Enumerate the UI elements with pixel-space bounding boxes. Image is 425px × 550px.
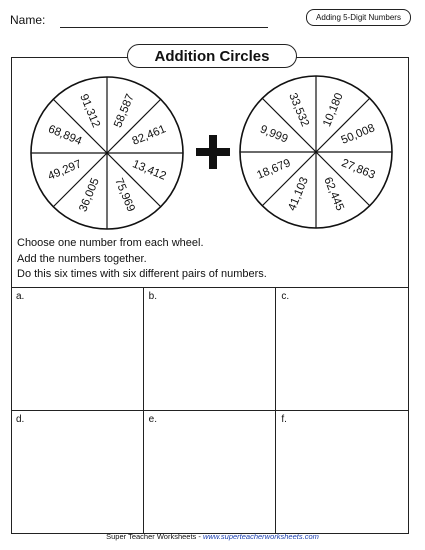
instructions bbox=[17, 236, 267, 283]
wheel-number: 27,863 bbox=[339, 157, 377, 182]
answer-box-label: d. bbox=[16, 414, 25, 425]
wheel-number: 82,461 bbox=[130, 123, 168, 148]
instruction-line: Do this six times with six different pairs of numbers. bbox=[17, 268, 267, 280]
footer-site-name: Super Teacher Worksheets bbox=[106, 532, 197, 541]
wheel-number: 33,532 bbox=[286, 91, 311, 129]
wheel-number: 91,312 bbox=[77, 92, 102, 130]
wheel-number: 18,679 bbox=[255, 157, 293, 182]
answer-box-a[interactable] bbox=[11, 288, 144, 411]
wheel-number: 58,587 bbox=[112, 92, 137, 130]
worksheet-title: Addition Circles bbox=[127, 44, 297, 68]
footer bbox=[0, 532, 425, 541]
wheel-number: 10,180 bbox=[321, 91, 346, 129]
number-wheel-right bbox=[240, 76, 392, 228]
wheel-number: 75,969 bbox=[112, 176, 137, 214]
number-wheel-left bbox=[31, 77, 183, 229]
answer-box-label: e. bbox=[148, 414, 157, 425]
footer-url-link[interactable]: www.superteacherworksheets.com bbox=[202, 532, 319, 541]
answer-box-label: a. bbox=[16, 291, 25, 302]
answer-box-c[interactable] bbox=[276, 288, 409, 411]
footer-separator: - bbox=[196, 532, 203, 541]
wheel-number: 50,008 bbox=[339, 122, 377, 147]
wheel-number: 68,894 bbox=[46, 123, 84, 148]
answer-box-label: b. bbox=[148, 291, 157, 302]
instruction-line: Add the numbers together. bbox=[17, 252, 147, 265]
instruction-line: Choose one number from each wheel. bbox=[17, 237, 204, 249]
answer-box-f[interactable] bbox=[276, 411, 409, 534]
answer-box-label: c. bbox=[281, 291, 290, 302]
topic-badge: Adding 5-Digit Numbers bbox=[306, 9, 411, 26]
wheel-divider bbox=[262, 152, 316, 206]
wheel-number: 36,005 bbox=[77, 176, 102, 214]
wheel-number: 9,999 bbox=[258, 123, 290, 146]
answer-grid bbox=[11, 287, 409, 534]
name-label: Name: bbox=[10, 13, 46, 27]
wheel-number: 49,297 bbox=[46, 158, 84, 183]
wheel-divider bbox=[53, 153, 107, 207]
answer-box-b[interactable] bbox=[144, 288, 277, 411]
wheel-number: 62,445 bbox=[321, 175, 346, 213]
answer-box-d[interactable] bbox=[11, 411, 144, 534]
answer-box-e[interactable] bbox=[144, 411, 277, 534]
answer-box-label: f. bbox=[281, 414, 287, 425]
wheel-number: 41,103 bbox=[286, 175, 311, 213]
plus-sign-icon bbox=[196, 135, 230, 169]
wheel-number: 13,412 bbox=[130, 158, 168, 183]
wheel-divider bbox=[53, 99, 107, 153]
wheel-divider bbox=[262, 98, 316, 152]
